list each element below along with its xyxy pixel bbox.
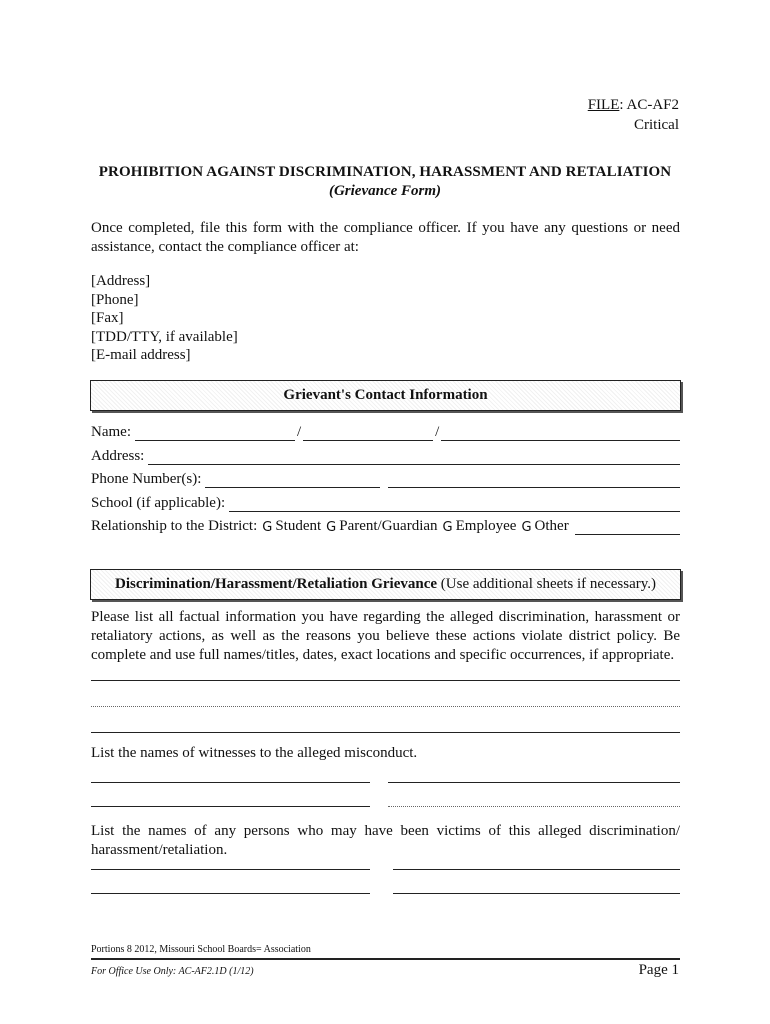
phone-field-2[interactable] [388, 472, 680, 488]
school-row [91, 492, 680, 512]
grievance-section-title [91, 576, 680, 593]
victims-prompt: List the names of any persons who may have been victims of this alleged discrimination/ harassment/retaliation. [91, 823, 680, 858]
grievance-instructions: Please list all factual information you have regarding the alleged discrimination, harassment or retaliatory actions, as well as the reasons you believe these actions violate district policy. Be complete and use full names/titles, dates, exact locations and specific occurrences, if appropriate. [91, 609, 680, 663]
page-number: Page 1 [638, 962, 679, 978]
details-line-2[interactable] [91, 706, 680, 707]
victim-line-1[interactable] [91, 869, 370, 870]
address-label: Address: [91, 448, 145, 464]
form-title: PROHIBITION AGAINST DISCRIMINATION, HARASSMENT AND RETALIATION [98, 164, 672, 180]
employee-option-label: Employee [455, 518, 517, 534]
student-checkbox[interactable]: G [262, 520, 273, 535]
address-field[interactable] [148, 449, 680, 465]
email-placeholder: [E-mail address] [91, 347, 191, 363]
other-checkbox[interactable]: G [521, 520, 532, 535]
middle-name-field[interactable] [441, 425, 680, 441]
office-use-note: For Office Use Only: AC-AF2.1D (1/12) [91, 966, 254, 977]
parent-checkbox[interactable]: G [326, 520, 337, 535]
tdd-placeholder: [TDD/TTY, if available] [91, 328, 238, 345]
school-field[interactable] [229, 496, 680, 512]
school-label: School (if applicable): [91, 495, 226, 511]
fax-placeholder: [Fax] [91, 310, 124, 326]
file-code: : AC-AF2 [619, 97, 679, 113]
phone-placeholder: [Phone] [91, 291, 139, 308]
classification-label: Critical [634, 117, 679, 133]
phone-field-1[interactable] [205, 472, 380, 488]
details-line-1[interactable] [91, 680, 680, 681]
phone-label: Phone Number(s): [91, 471, 202, 487]
file-label: FILE [587, 97, 620, 113]
name-row [91, 421, 680, 441]
details-line-3[interactable] [91, 732, 680, 733]
first-name-field[interactable] [303, 425, 433, 441]
contact-section-title: Grievant's Contact Information [283, 387, 488, 403]
witness-line-3[interactable] [91, 806, 370, 807]
witnesses-prompt: List the names of witnesses to the alleged misconduct. [91, 745, 418, 761]
contact-section-header [90, 380, 681, 411]
name-label: Name: [91, 424, 131, 440]
last-name-field[interactable] [135, 425, 295, 441]
other-relationship-field[interactable] [575, 519, 680, 535]
student-option-label: Student [275, 518, 322, 534]
employee-checkbox[interactable]: G [442, 520, 453, 535]
footer-divider [91, 958, 680, 960]
relationship-row [91, 515, 680, 535]
address-row [91, 445, 680, 465]
victim-line-2[interactable] [393, 869, 680, 870]
file-reference [588, 95, 679, 135]
compliance-contact-list [91, 272, 238, 365]
copyright-notice: Portions 8 2012, Missouri School Boards= Association [91, 944, 311, 955]
victim-line-3[interactable] [91, 893, 370, 894]
intro-paragraph: Once completed, file this form with the compliance officer. If you have any questions or need assistance, contact the compliance officer at: [91, 220, 680, 255]
address-placeholder: [Address] [91, 273, 151, 289]
grievance-heading-note: (Use additional sheets if necessary.) [437, 576, 656, 592]
witness-line-1[interactable] [91, 782, 370, 783]
grievance-heading: Discrimination/Harassment/Retaliation Grievance [115, 576, 438, 592]
grievance-section-header [90, 569, 681, 600]
form-subtitle: (Grievance Form) [328, 183, 442, 199]
witness-line-2[interactable] [388, 782, 680, 783]
name-separator-2: / [435, 424, 440, 440]
phone-row [91, 468, 680, 488]
parent-option-label: Parent/Guardian [339, 518, 438, 534]
witness-line-4[interactable] [388, 806, 680, 807]
victim-line-4[interactable] [393, 893, 680, 894]
other-option-label: Other [534, 518, 569, 534]
name-separator: / [296, 424, 302, 440]
relationship-label: Relationship to the District: [91, 518, 258, 534]
